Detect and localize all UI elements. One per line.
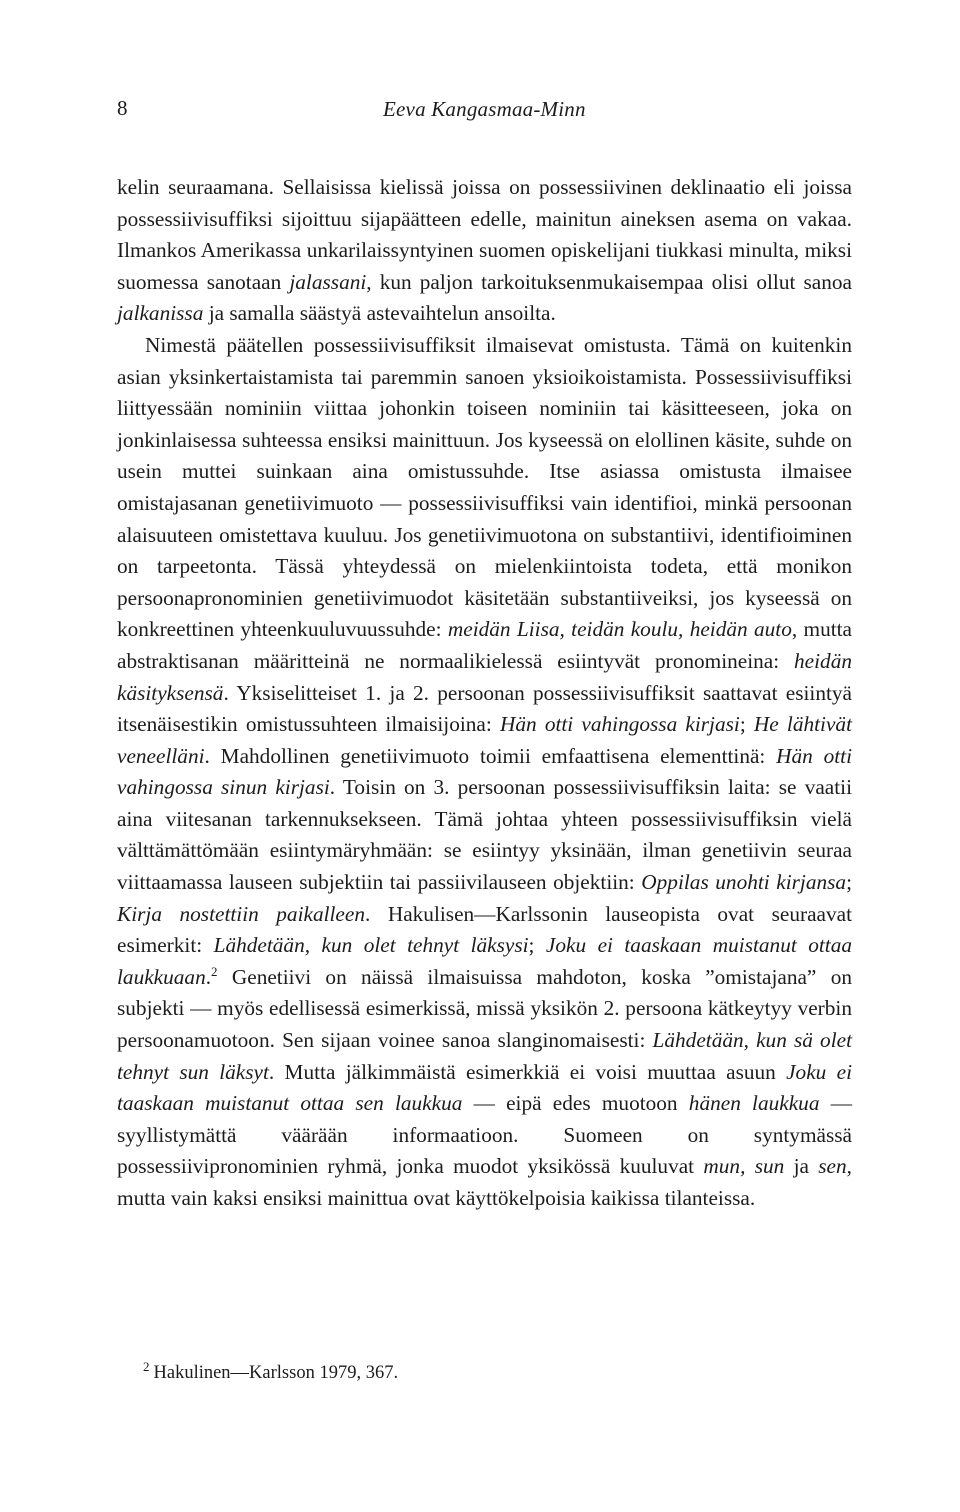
- text-run: .: [205, 964, 212, 989]
- footnote-mark: 2: [143, 1358, 150, 1374]
- text-run: Nimestä päätellen possessiivisuffiksit ilmaisevat omistusta. Tämä on kuitenkin asian yksinkertaistamista tai paremmin sanoen yksioikoistamista. Possessiivisuffiksi liittyessään nominiin viittaa johonkin toiseen nominiin tai käsitteeseen, joka on jonkinlaisessa suhteessa ensiksi mainittuun. Jos kyseessä on elollinen käsite, suhde on usein muttei suinkaan aina omistussuhde. Itse asiassa omistusta ilmaisee omistajasanan genetiivimuoto — possessiivisuffiksi vain identifioi, minkä persoonan alaisuuteen omistettava kuuluu. Jos genetiivimuotona on substantiivi, identifioiminen on tarpeetonta. Tässä yhteydessä on mielenkiintoista todeta, että monikon persoonapronominien genetiivimuodot käsitetään substantiiveiksi, jos kyseessä on konkreettinen yhteenkuuluvuussuhde:: [117, 332, 852, 642]
- text-run: Genetiivi on näissä ilmaisuissa mahdoton, koska ”omistajana” on subjekti — myös edellisessä esimerkissä, missä yksikön 2. persoona kätkeytyy verbin persoonamuotoon. Sen sijaan voinee sanoa slanginomaisesti:: [117, 964, 852, 1053]
- text-run: , kun paljon tarkoituksenmukaisempaa olisi ollut sanoa: [366, 269, 852, 294]
- text-run: , mutta vain kaksi ensiksi mainittua ovat käyttökelpoisia kaikissa tilanteissa.: [117, 1154, 852, 1210]
- page-number: 8: [117, 96, 128, 120]
- text-run: . Mutta jälkimmäistä esimerkkiä ei voisi muuttaa asuun: [268, 1059, 787, 1084]
- footnote: [143, 1360, 843, 1386]
- text-run: . Mahdollinen genetiivimuoto toimii emfaattisena elementtinä:: [204, 743, 777, 768]
- text-run: ;: [846, 870, 852, 895]
- example-sentence: He lähtivät veneelläni: [117, 712, 852, 768]
- example-sentence: Lähdetään, kun olet tehnyt läksysi: [213, 933, 529, 958]
- example-word: sen: [818, 1154, 847, 1179]
- footnote-reference[interactable]: 2: [211, 963, 218, 979]
- text-run: — eipä edes muotoon: [462, 1091, 689, 1116]
- footnote-text: Hakulinen—Karlsson 1979, 367.: [153, 1363, 399, 1383]
- example-word: jalkanissa: [117, 301, 204, 326]
- running-head: [117, 96, 852, 128]
- text-run: ja: [784, 1154, 819, 1179]
- text-run: . Hakulisen—Karlssonin lauseopista ovat seuraavat esimerkit:: [117, 901, 852, 958]
- paragraph-2: [117, 330, 852, 1215]
- text-run: ;: [739, 712, 754, 737]
- author-name: Eeva Kangasmaa-Minn: [383, 97, 586, 121]
- example-sentence: Kirja nostettiin paikalleen: [117, 901, 365, 926]
- text-run: ja samalla säästyä astevaihtelun ansoilta.: [203, 301, 556, 326]
- text-run: . Toisin on 3. persoonan possessiivisuffiksin laita: se vaatii aina viitesanan tarkennuksekseen. Tämä johtaa yhteen possessiivisuffiksin vielä välttämättömään esiintymäryhmään: se esiintyy yksinään, ilman genetiivin seuraa viittaamassa lauseen subjektiin tai passiivilauseen objektiin:: [117, 775, 852, 895]
- text-run: ;: [528, 933, 546, 958]
- example-sentence: Hän otti vahingossa kirjasi: [499, 712, 740, 737]
- example-phrase: hänen laukkua: [688, 1091, 820, 1116]
- example-phrase: meidän Liisa, teidän koulu, heidän auto: [447, 617, 792, 642]
- example-sentence: Hän otti vahingossa sinun kirjasi: [117, 743, 852, 800]
- text-run: , mutta abstraktisanan määritteinä ne normaalikielessä esiintyvät pronomineina:: [117, 617, 853, 673]
- example-sentence: Joku ei taaskaan muistanut ottaa laukkuaan: [117, 933, 852, 989]
- paragraph-1: [117, 172, 852, 330]
- text-run: — syyllistymättä väärään informaatioon. Suomeen on syntymässä possessiivipronominien ryhmä, jonka muodot yksikössä kuuluvat: [117, 1091, 852, 1179]
- text-run: . Yksiselitteiset 1. ja 2. persoonan possessiivisuffiksit saattavat esiintyä itsenäisestikin omistussuhteen ilmaisijoina:: [117, 680, 852, 737]
- example-sentence: Lähdetään, kun sä olet tehnyt sun läksyt: [117, 1028, 852, 1084]
- example-sentence: Joku ei taaskaan muistanut ottaa sen laukkua: [117, 1059, 852, 1116]
- body-text: [117, 172, 852, 1215]
- example-word: jalassani: [289, 269, 367, 294]
- example-sentence: Oppilas unohti kirjansa: [641, 870, 847, 895]
- example-word: mun, sun: [703, 1154, 785, 1179]
- example-phrase: heidän käsityksensä: [117, 648, 852, 705]
- text-run: kelin seuraamana. Sellaisissa kielissä joissa on possessiivinen deklinaatio eli joissa possessiivisuffiksi sijoittuu sijapäätteen edelle, mainitun aineksen asema on vakaa. Ilmankos Amerikassa unkarilaissyntyinen suomen opiskelijani tiukkasi minulta, miksi suomessa sanotaan: [117, 175, 852, 294]
